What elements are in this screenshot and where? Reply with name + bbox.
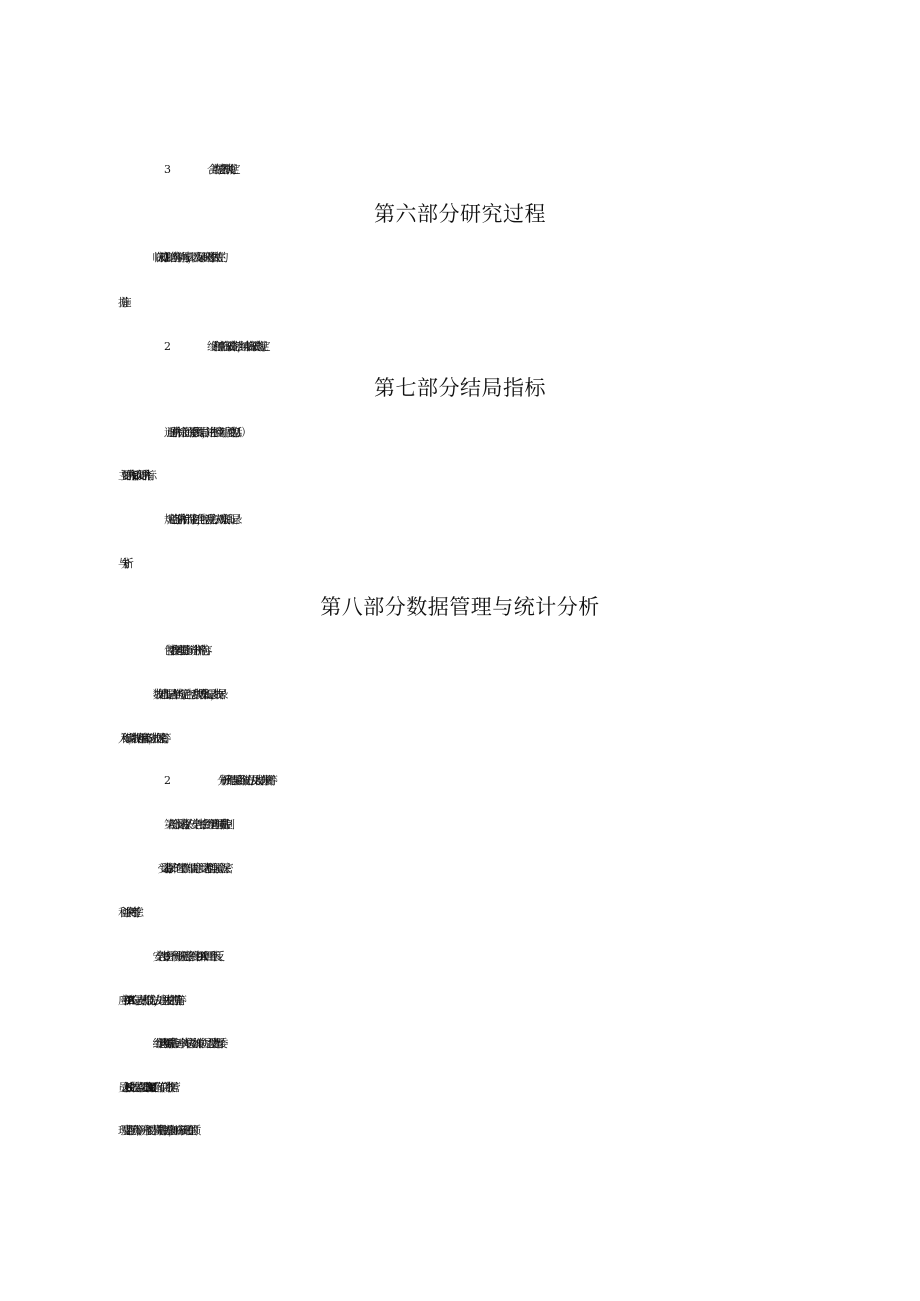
section-9-item-4-line-2: 员会（SC）、独立数据监查委员会（IDMC）、是否有有专门的数据管 (118, 1081, 173, 1094)
section-9-item-3-line-1: 3 .安全性考虑：干预性研究需考虑不良事件（AE）和严重不良反 (164, 950, 217, 963)
section-9-item-1-line-2: 利益冲突等考虑。 (118, 906, 138, 919)
item-text: .合并与禁忌药相关规定。 (212, 163, 235, 176)
section-6-item-2 (164, 332, 884, 362)
section-8-title: 第八部分数据管理与统计分析 (320, 595, 600, 619)
section-6-item-1-line-2: 措施。 (118, 296, 126, 309)
item-contraindicated-drugs (164, 155, 884, 185)
section-9-item-1-line-1: 1.受试者保护：伦理审查、知情同意、受试者利益与风险、保密、 (164, 862, 228, 875)
section-7-para-1-line-2: 主要评价指标；（2）次要评价指标。 (118, 469, 151, 482)
item-text: .分析研究结果采用的统计方法及人群划分原则等。 (222, 774, 272, 787)
section-6-title: 第六部分研究过程 (374, 202, 546, 226)
section-8-intro: 包括数据管理措施、统计分析等内容。 (164, 644, 207, 657)
section-6-item-1-line-1: 1 .临床观察、随访内容时间与步骤，以及保证研究对象依从性的 (164, 251, 220, 264)
section-7-para-2-line-1: 规定的各评价指标的评定标准，包括评定方法、观察时间、记录 (164, 513, 234, 526)
section-9-item-4-line-1: 4 .组织管理与质量控制：牵头单位及参加单位、是否设置指导委 (164, 1037, 220, 1050)
section-9-title: 第九部分受试者保护、安全性考虑、组织管理与质量控制 (164, 818, 227, 831)
section-7-para-1-line-1: 通过评价指标之间的关系预测结局，并进行相应判断。主要包括⑴ (164, 426, 237, 439)
section-7-title: 第七部分结局指标 (374, 376, 546, 400)
section-8-item-2 (164, 766, 884, 796)
section-8-item-1-line-2: 入和编辑，数据存储和备份，数据保密等。 (118, 732, 166, 745)
item-text: .终止和停止临床试验的标准，结束临床试验的规定。 (212, 340, 265, 353)
section-8-item-1-line-1: 1 .数据处理与记录存档的规定。包括：数据收集和记录，数据录 (164, 688, 220, 701)
section-9-item-4-line-3: 理及监查团队等；研究主要环节质量控制措施，如临床研究过程的质 (118, 1124, 193, 1137)
section-9-item-3-line-2: 应事件（SAE）的记录方式和报告方法，处理并发症的措施等。 (118, 994, 182, 1007)
section-7-para-2-line-2: 与分析。 (118, 557, 128, 570)
